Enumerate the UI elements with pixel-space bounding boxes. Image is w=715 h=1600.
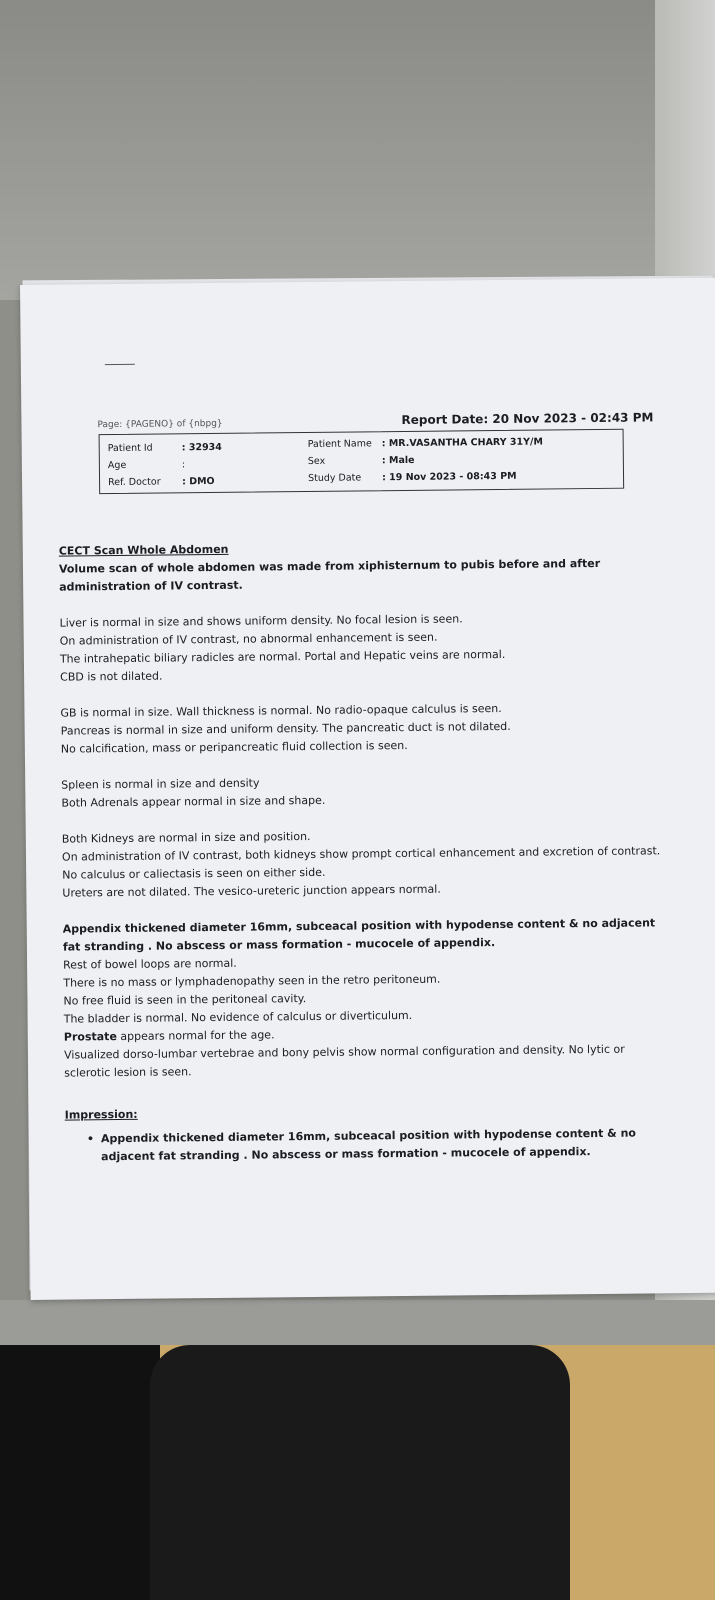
findings-line: Pancreas is normal in size and uniform density. The pancreatic duct is not dilated.	[60, 719, 511, 738]
ref-doctor-value: : DMO	[182, 475, 215, 488]
report-date: Report Date: 20 Nov 2023 - 02:43 PM	[401, 410, 654, 428]
background-wall	[0, 0, 715, 300]
findings-line: The intrahepatic biliary radicles are normal. Portal and Hepatic veins are normal.	[59, 647, 506, 666]
patient-name-label: Patient Name	[307, 438, 372, 450]
sex-label: Sex	[307, 455, 326, 467]
appendix-paragraph	[63, 914, 675, 1082]
patient-id-value: : 32934	[181, 441, 222, 454]
floor-shadow	[0, 1345, 160, 1600]
study-date-label: Study Date	[307, 472, 362, 484]
findings-line: There is no mass or lymphadenopathy seen in the retro peritoneum.	[63, 972, 441, 990]
findings-line: No free fluid is seen in the peritoneal cavity.	[63, 992, 307, 1008]
prostate-label: Prostate	[63, 1030, 117, 1044]
findings-line: The bladder is normal. No evidence of calculus or diverticulum.	[63, 1008, 413, 1026]
kidney-paragraph	[62, 824, 673, 902]
findings-line: Liver is normal in size and shows uniform density. No focal lesion is seen.	[59, 612, 463, 630]
appendix-finding: Appendix thickened diameter 16mm, subceacal position with hypodense content & no adjacent fat stranding . No abscess or mass formation - mucocele of appendix.	[62, 916, 656, 954]
patient-id-label: Patient Id	[107, 442, 153, 455]
findings-line: Both Adrenals appear normal in size and shape.	[61, 793, 326, 810]
report-body	[59, 536, 676, 1166]
gb-paragraph	[60, 698, 671, 758]
ref-doctor-label: Ref. Doctor	[108, 476, 161, 489]
sex-value: : Male	[381, 454, 415, 467]
age-label: Age	[107, 459, 127, 472]
dark-clothing	[150, 1345, 570, 1600]
report-page	[20, 278, 715, 1300]
findings-line: No calcification, mass or peripancreatic fluid collection is seen.	[60, 738, 408, 756]
report-intro-text: Volume scan of whole abdomen was made from xiphisternum to pubis before and after administration of IV contrast.	[58, 556, 601, 594]
findings-line: Spleen is normal in size and density	[61, 776, 260, 792]
prostate-text: appears normal for the age.	[116, 1028, 275, 1044]
spleen-paragraph	[61, 770, 671, 812]
bullet-icon: •	[86, 1132, 95, 1146]
findings-line: On administration of IV contrast, no abnormal enhancement is seen.	[59, 630, 438, 648]
report-intro	[59, 536, 670, 596]
patient-info-box	[99, 429, 625, 494]
findings-line: GB is normal in size. Wall thickness is normal. No radio-opaque calculus is seen.	[60, 701, 502, 720]
spine-finding: Visualized dorso-lumbar vertebrae and bony pelvis show normal configuration and density. No lytic or sclerotic lesion is seen.	[63, 1042, 625, 1080]
findings-line: Rest of bowel loops are normal.	[63, 956, 237, 972]
findings-line: Both Kidneys are normal in size and position.	[61, 829, 311, 846]
report-title: CECT Scan Whole Abdomen	[58, 542, 229, 558]
findings-line: On administration of IV contrast, both kidneys show prompt cortical enhancement and excretion of contrast. No calculus or caliectasis is seen on either side.	[61, 844, 661, 882]
page-mark	[105, 364, 135, 365]
study-date-value: : 19 Nov 2023 - 08:43 PM	[381, 470, 517, 484]
liver-paragraph	[59, 608, 670, 686]
impression-title: Impression:	[64, 1107, 138, 1122]
impression-text: Appendix thickened diameter 16mm, subceacal position with hypodense content & no adjacent fat stranding . No abscess or mass formation - mucocele of appendix.	[100, 1126, 637, 1164]
findings-line: Ureters are not dilated. The vesico-ureteric junction appears normal.	[62, 882, 441, 900]
age-value: :	[181, 459, 186, 471]
impression-item	[65, 1124, 675, 1166]
patient-name-value: : MR.VASANTHA CHARY 31Y/M	[381, 436, 543, 450]
page-number: Page: {PAGENO} of {nbpg}	[97, 418, 223, 431]
findings-line: CBD is not dilated.	[60, 669, 163, 684]
